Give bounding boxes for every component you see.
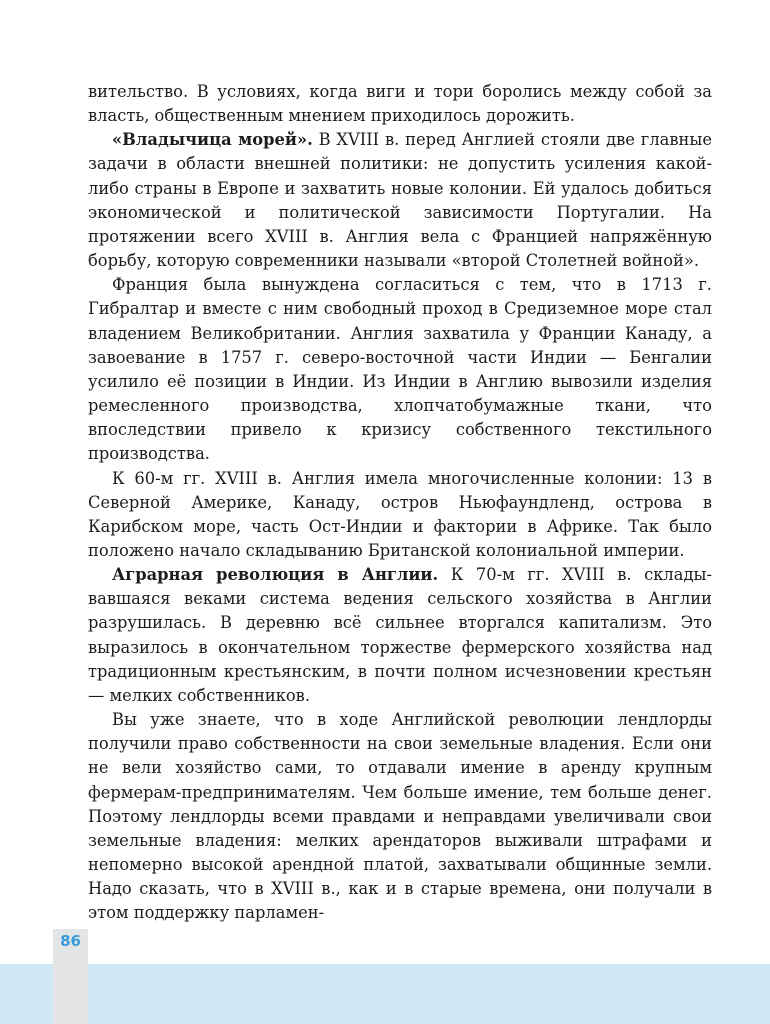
paragraph-5 bbox=[88, 563, 712, 708]
paragraph-1 bbox=[88, 80, 712, 128]
paragraph-1-text: вительство. В условиях, когда виги и тори боролись между собой за власть, общественным мнением приходилось дорожить. bbox=[88, 82, 712, 126]
paragraph-5-text: К 70-м гг. XVIII в. складывавшаяся веками система ведения сельского хозяйства в Англии разрушилась. В деревню всё сильнее вторгался капитализм. Это выразилось в окончательном торжестве фермерского хозяйства над традиционным крестьянским, в почти полном исчезновении крестьян — мелких собственников. bbox=[88, 565, 712, 705]
section-heading-agrarian-revolution: Аграрная революция в Англии. bbox=[112, 565, 439, 585]
paragraph-2 bbox=[88, 128, 712, 273]
paragraph-6 bbox=[88, 708, 712, 925]
page-number: 86 bbox=[60, 932, 81, 950]
footer-band bbox=[0, 964, 770, 1024]
paragraph-4 bbox=[88, 467, 712, 564]
paragraph-2-text: В XVIII в. перед Англией стояли две главные задачи в области внешней политики: не допустить усиления какой-либо страны в Европе и захватить новые колонии. Ей удалось добиться экономической и политической зависимости Португалии. На протяжении всего XVIII в. Англия вела с Францией напряжённую борьбу, которую современники называли «второй Столетней войной». bbox=[88, 130, 712, 271]
paragraph-3 bbox=[88, 273, 712, 466]
paragraph-3-text: Франция была вынуждена согласиться с тем, что в 1713 г. Гибралтар и вместе с ним свободный проход в Средиземное море стал владением Великобритании. Англия захватила у Франции Канаду, а завоевание в 1757 г. северо-восточной части Индии — Бенгалии усилило её позиции в Индии. Из Индии в Англию вывозили изделия ремесленного производства, хлопчатобумажные ткани, что впоследствии привело к кризису собственного текстильного производства. bbox=[88, 275, 712, 464]
paragraph-6-text: Вы уже знаете, что в ходе Английской революции лендлорды получили право собственности на свои земельные владения. Если они не вели хозяйство сами, то отдавали имение в аренду крупным фермерам-предпринимателям. Чем больше имение, тем больше денег. Поэтому лендлорды всеми правдами и неправдами увеличивали свои земельные владения: мелких арендаторов выживали штрафами и непомерно высокой арендной платой, захватывали общинные земли. Надо сказать, что в XVIII в., как и в старые времена, они получали в этом поддержку парламен- bbox=[88, 710, 712, 923]
page-text bbox=[88, 80, 712, 925]
paragraph-4-text: К 60-м гг. XVIII в. Англия имела многочисленные колонии: 13 в Северной Америке, Канаду, остров Ньюфаундленд, острова в Карибском море, часть Ост-Индии и фактории в Африке. Так было положено начало складыванию Британской колониальной империи. bbox=[88, 468, 712, 560]
section-heading-mistress-of-seas: «Владычица морей». bbox=[112, 130, 313, 150]
